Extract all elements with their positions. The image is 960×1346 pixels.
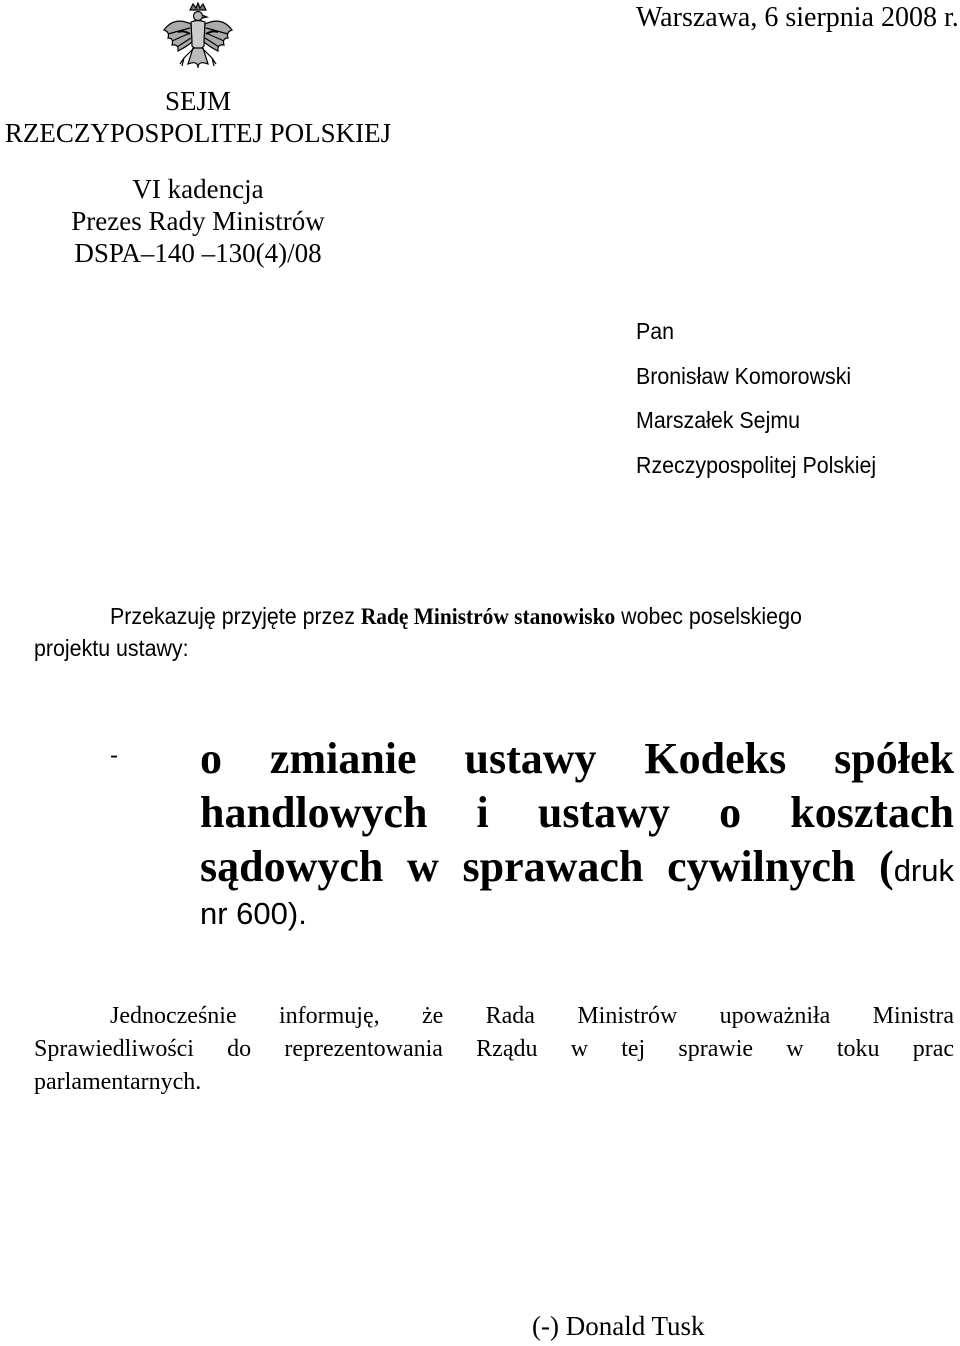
polish-eagle-emblem-icon: [160, 2, 236, 84]
republic-heading: RZECZYPOSPOLITEJ POLSKIEJ: [4, 118, 392, 148]
office-label: Prezes Rady Ministrów: [71, 206, 325, 236]
closing-line-1-text: Jednocześnie informuję, że Rada Ministrów upoważniła Ministra: [110, 1003, 954, 1029]
signature: (-) Donald Tusk: [532, 1311, 705, 1341]
intro-paragraph: [110, 603, 802, 630]
bill-title-line-3: [200, 840, 954, 898]
intro-paragraph-continued: projektu ustawy:: [34, 635, 189, 661]
closing-line-3: parlamentarnych.: [34, 1069, 202, 1095]
document-date: Warszawa, 6 sierpnia 2008 r.: [636, 2, 959, 33]
reference-number: DSPA–140 –130(4)/08: [74, 238, 322, 268]
addressee-title: Marszałek Sejmu: [636, 407, 801, 433]
bill-title-line-3-plain: druk: [893, 853, 954, 888]
closing-line-2: Sprawiedliwości do reprezentowania Rządu w tej sprawie w toku prac: [34, 1036, 954, 1062]
addressee-salutation: Pan: [636, 318, 675, 344]
bill-title-line-3-bold: sądowych w sprawach cywilnych (: [200, 842, 894, 891]
closing-line-1: [34, 1003, 954, 1030]
intro-text-1: Przekazuję przyjęte przez: [110, 603, 361, 629]
bill-title-line-1: o zmianie ustawy Kodeks spółek: [200, 734, 954, 783]
sejm-heading: SEJM: [164, 86, 232, 116]
term-label: VI kadencja: [132, 174, 264, 204]
bill-title-line-4: nr 600).: [200, 896, 307, 931]
intro-text-2: wobec poselskiego: [615, 603, 802, 629]
bill-title-line-2: handlowych i ustawy o kosztach: [200, 788, 954, 837]
addressee-country: Rzeczypospolitej Polskiej: [636, 452, 877, 478]
addressee-name: Bronisław Komorowski: [636, 363, 852, 389]
bullet-dash: -: [110, 742, 118, 769]
intro-bold-text: Radę Ministrów stanowisko: [360, 604, 616, 629]
